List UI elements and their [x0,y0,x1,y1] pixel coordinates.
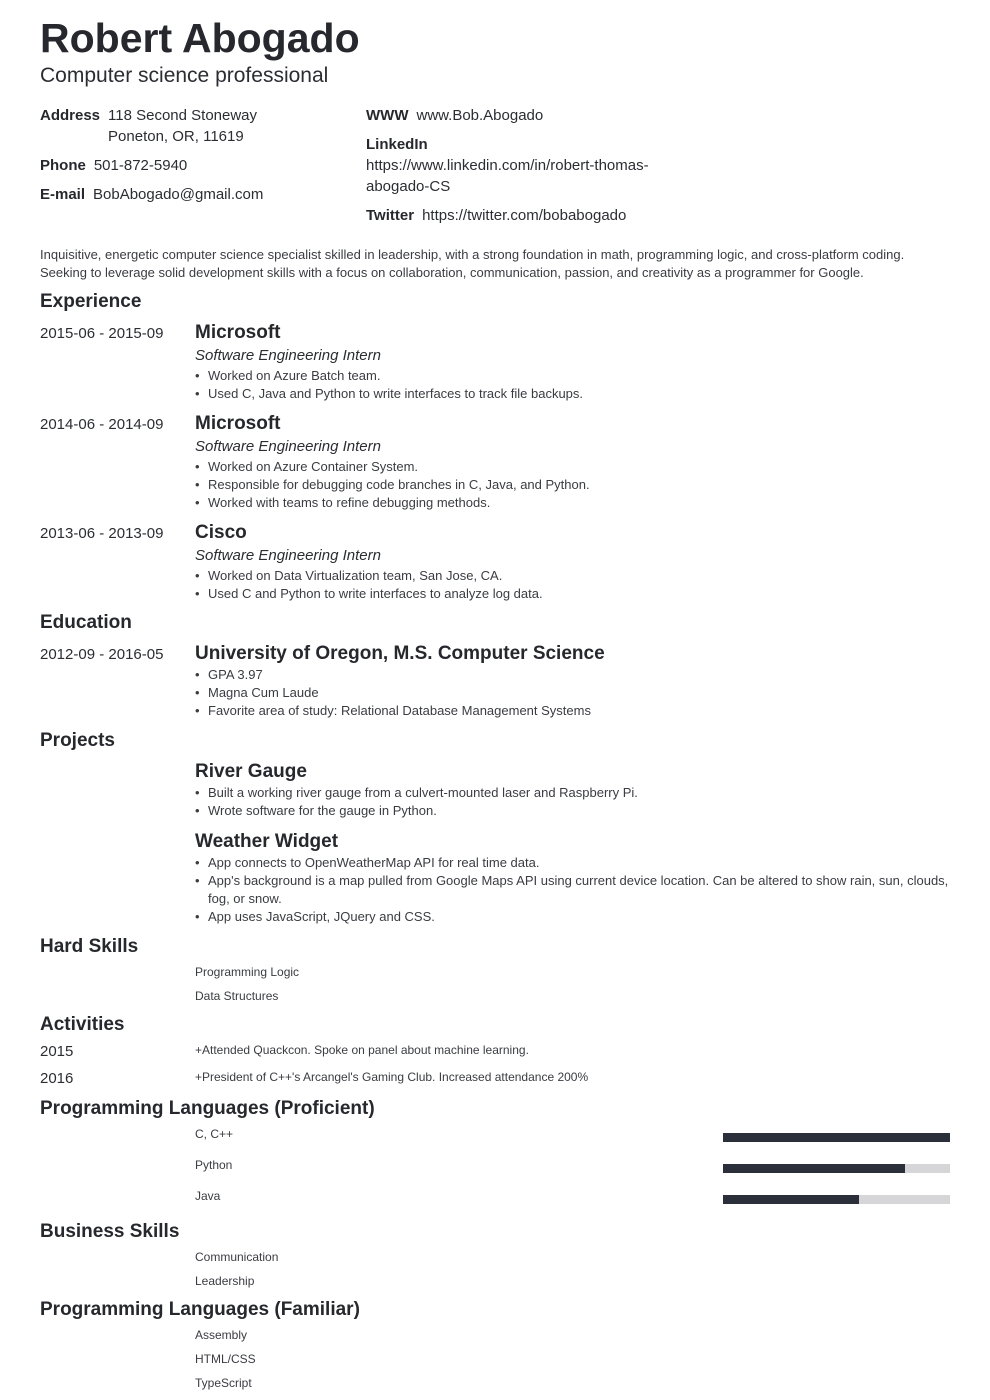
experience-entry [195,321,955,403]
familiar-heading: Programming Languages (Familiar) [40,1299,360,1320]
phone-value: 501-872-5940 [93,157,188,174]
familiar-lang: TypeScript [195,1376,252,1390]
contact-right [366,105,676,234]
project-bullets [195,784,955,820]
bullet-item: • Worked on Azure Batch team. [195,367,955,385]
bullet-item: • Built a working river gauge from a culvert-mounted laser and Raspberry Pi. [195,784,955,802]
bullet-item: • Used C, Java and Python to write interfaces to track file backups. [195,385,955,403]
bullet-item: • App's background is a map pulled from Google Maps API using current device location. Can be altered to show rain, sun, clouds, fog, or snow. [195,872,955,908]
contact-www [366,105,676,126]
experience-entry [195,521,955,603]
twitter-value[interactable]: https://twitter.com/bobabogado [422,207,627,224]
project-bullets [195,854,955,926]
bullet-item: • GPA 3.97 [195,666,955,684]
hard-skill-item: Programming Logic [195,965,300,979]
email-label: E-mail [40,186,86,203]
www-value[interactable]: www.Bob.Abogado [416,107,544,124]
experience-bullets [195,567,955,603]
resume-title: Computer science professional [40,64,329,87]
address-line2: Poneton, OR, 11619 [108,128,244,145]
project-name: Weather Widget [195,831,339,852]
www-label: WWW [366,107,409,124]
project-name: River Gauge [195,761,307,782]
education-school: University of Oregon, M.S. Computer Science [195,643,605,664]
skill-level-bar [723,1164,950,1173]
activity-year: 2015 [40,1043,74,1060]
bullet-item: • Favorite area of study: Relational Database Management Systems [195,702,955,720]
address-value [108,105,257,147]
email-value[interactable]: BobAbogado@gmail.com [93,186,264,203]
education-heading: Education [40,612,132,633]
linkedin-label: LinkedIn [366,136,428,153]
linkedin-value[interactable]: https://www.linkedin.com/in/robert-thomas-abogado-CS [366,157,649,195]
activities-heading: Activities [40,1014,125,1035]
contact-left [40,105,350,213]
activity-text: +Attended Quackcon. Spoke on panel about machine learning. [195,1043,529,1057]
experience-role: Software Engineering Intern [195,547,381,564]
experience-role: Software Engineering Intern [195,438,381,455]
bullet-item: • Magna Cum Laude [195,684,955,702]
skill-level-bar [723,1133,950,1142]
experience-company: Microsoft [195,322,281,343]
education-bullets [195,666,955,720]
summary: Inquisitive, energetic computer science specialist skilled in leadership, with a strong foundation in math, programming logic, and cross-platform coding. Seeking to leverage solid development skills with a focus on collaboration, communication, passion, and creativity as a programmer for Google. [40,247,905,280]
skill-level-fill [723,1164,905,1173]
resume-name: Robert Abogado [40,15,360,61]
skill-level-fill [723,1195,859,1204]
contact-linkedin [366,134,676,197]
contact-email [40,184,350,205]
activity-year: 2016 [40,1070,74,1087]
experience-company: Microsoft [195,413,281,434]
address-label: Address [40,107,101,124]
proficient-lang: C, C++ [195,1127,234,1141]
experience-entry [195,412,955,512]
education-entry [195,642,955,720]
experience-date: 2015-06 - 2015-09 [40,325,164,342]
business-skills-heading: Business Skills [40,1221,180,1242]
hard-skill-item: Data Structures [195,989,279,1003]
proficient-lang: Java [195,1189,221,1203]
twitter-label: Twitter [366,207,415,224]
bullet-item: • Worked on Azure Container System. [195,458,955,476]
activity-text: +President of C++'s Arcangel's Gaming Club. Increased attendance 200% [195,1070,589,1084]
contact-address [40,105,350,147]
bullet-item: • App connects to OpenWeatherMap API for real time data. [195,854,955,872]
project-entry [195,830,955,926]
bullet-item: • App uses JavaScript, JQuery and CSS. [195,908,955,926]
bullet-item: • Worked with teams to refine debugging methods. [195,494,955,512]
proficient-lang: Python [195,1158,233,1172]
experience-company: Cisco [195,522,247,543]
proficient-heading: Programming Languages (Proficient) [40,1098,375,1119]
experience-bullets [195,367,955,403]
address-line1: 118 Second Stoneway [108,107,258,124]
hard-skills-heading: Hard Skills [40,936,139,957]
experience-date: 2013-06 - 2013-09 [40,525,164,542]
skill-level-fill [723,1133,950,1142]
experience-date: 2014-06 - 2014-09 [40,416,164,433]
phone-label: Phone [40,157,86,174]
familiar-lang: Assembly [195,1328,248,1342]
bullet-item: • Responsible for debugging code branches in C, Java, and Python. [195,476,955,494]
bullet-item: • Worked on Data Virtualization team, San Jose, CA. [195,567,955,585]
experience-role: Software Engineering Intern [195,347,381,364]
bullet-item: • Wrote software for the gauge in Python. [195,802,955,820]
familiar-lang: HTML/CSS [195,1352,256,1366]
experience-heading: Experience [40,291,142,312]
skill-level-bar [723,1195,950,1204]
projects-heading: Projects [40,730,115,751]
bullet-item: • Used C and Python to write interfaces to analyze log data. [195,585,955,603]
experience-bullets [195,458,955,512]
contact-twitter [366,205,676,226]
business-skill-item: Communication [195,1250,279,1264]
project-entry [195,760,955,820]
education-date: 2012-09 - 2016-05 [40,646,164,663]
contact-phone [40,155,350,176]
business-skill-item: Leadership [195,1274,255,1288]
